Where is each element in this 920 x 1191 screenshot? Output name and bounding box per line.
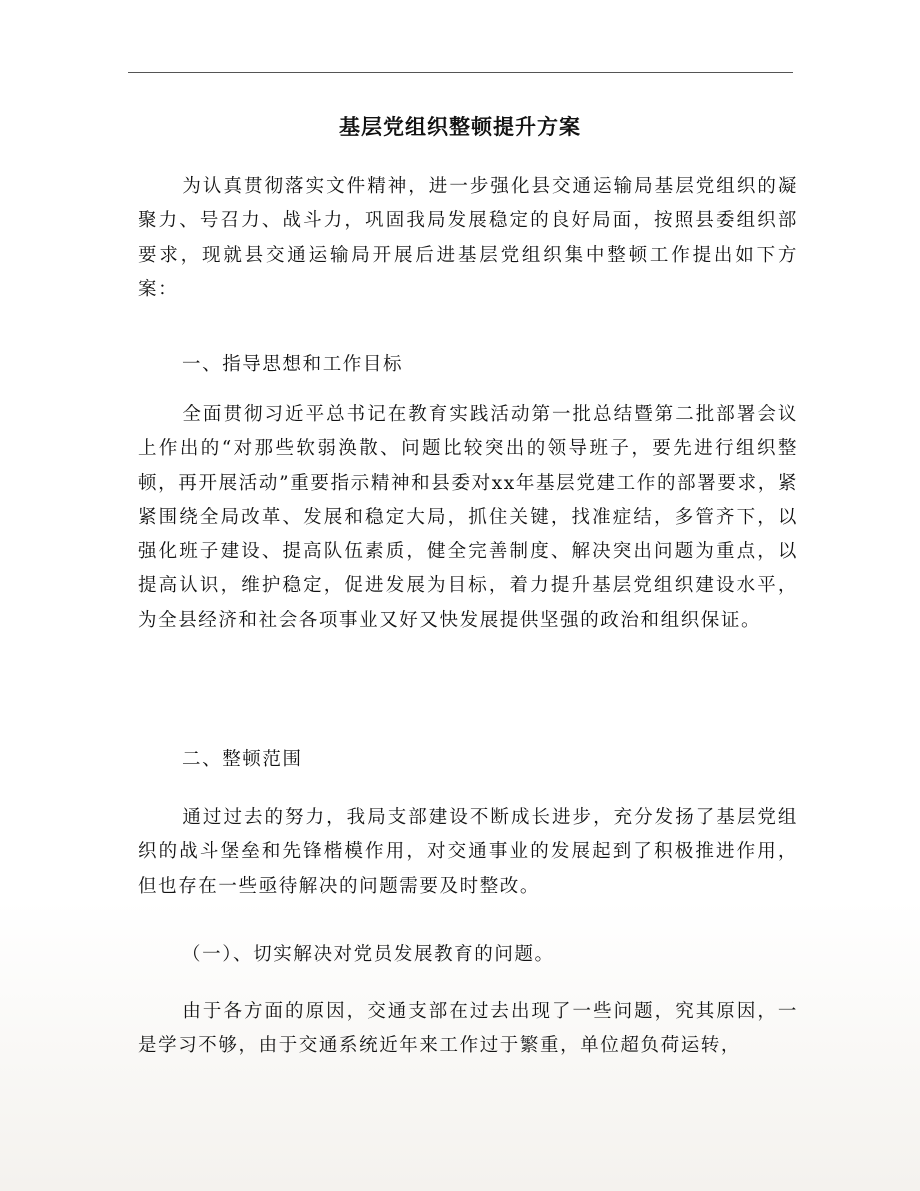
section-2-paragraph: 通过过去的努力，我局支部建设不断成长进步，充分发扬了基层党组织的战斗堡垒和先锋楷模作用，对交通事业的发展起到了积极推进作用，但也存在一些亟待解决的问题需要及时整改。 — [138, 807, 798, 897]
section-2-heading: 二、整顿范围 — [182, 749, 303, 770]
document-title: 基层党组织整顿提升方案 — [339, 114, 581, 139]
header-rule — [128, 72, 793, 73]
section-1-heading: 一、指导思想和工作目标 — [182, 354, 404, 375]
subsection-1-heading: （一）、切实解决对党员发展教育的问题。 — [182, 944, 555, 965]
section-1-paragraph: 全面贯彻习近平总书记在教育实践活动第一批总结暨第二批部署会议上作出的“对那些软弱涣散、问题比较突出的领导班子，要先进行组织整顿，再开展活动”重要指示精神和县委对xx年基层党建工作的部署要求，紧紧围绕全局改革、发展和稳定大局，抓住关键，找准症结，多管齐下，以强化班子建设、提高队伍素质，健全完善制度、解决突出问题为重点，以提高认识，维护稳定，促进发展为目标，着力提升基层党组织建设水平，为全县经济和社会各项事业又好又快发展提供坚强的政治和组织保证。 — [138, 404, 798, 631]
subsection-1-paragraph: 由于各方面的原因，交通支部在过去出现了一些问题，究其原因，一是学习不够，由于交通系统近年来工作过于繁重，单位超负荷运转， — [138, 1001, 798, 1057]
intro-paragraph: 为认真贯彻落实文件精神，进一步强化县交通运输局基层党组织的凝聚力、号召力、战斗力，巩固我局发展稳定的良好局面，按照县委组织部要求，现就县交通运输局开展后进基层党组织集中整顿工作提出如下方案： — [138, 176, 798, 300]
